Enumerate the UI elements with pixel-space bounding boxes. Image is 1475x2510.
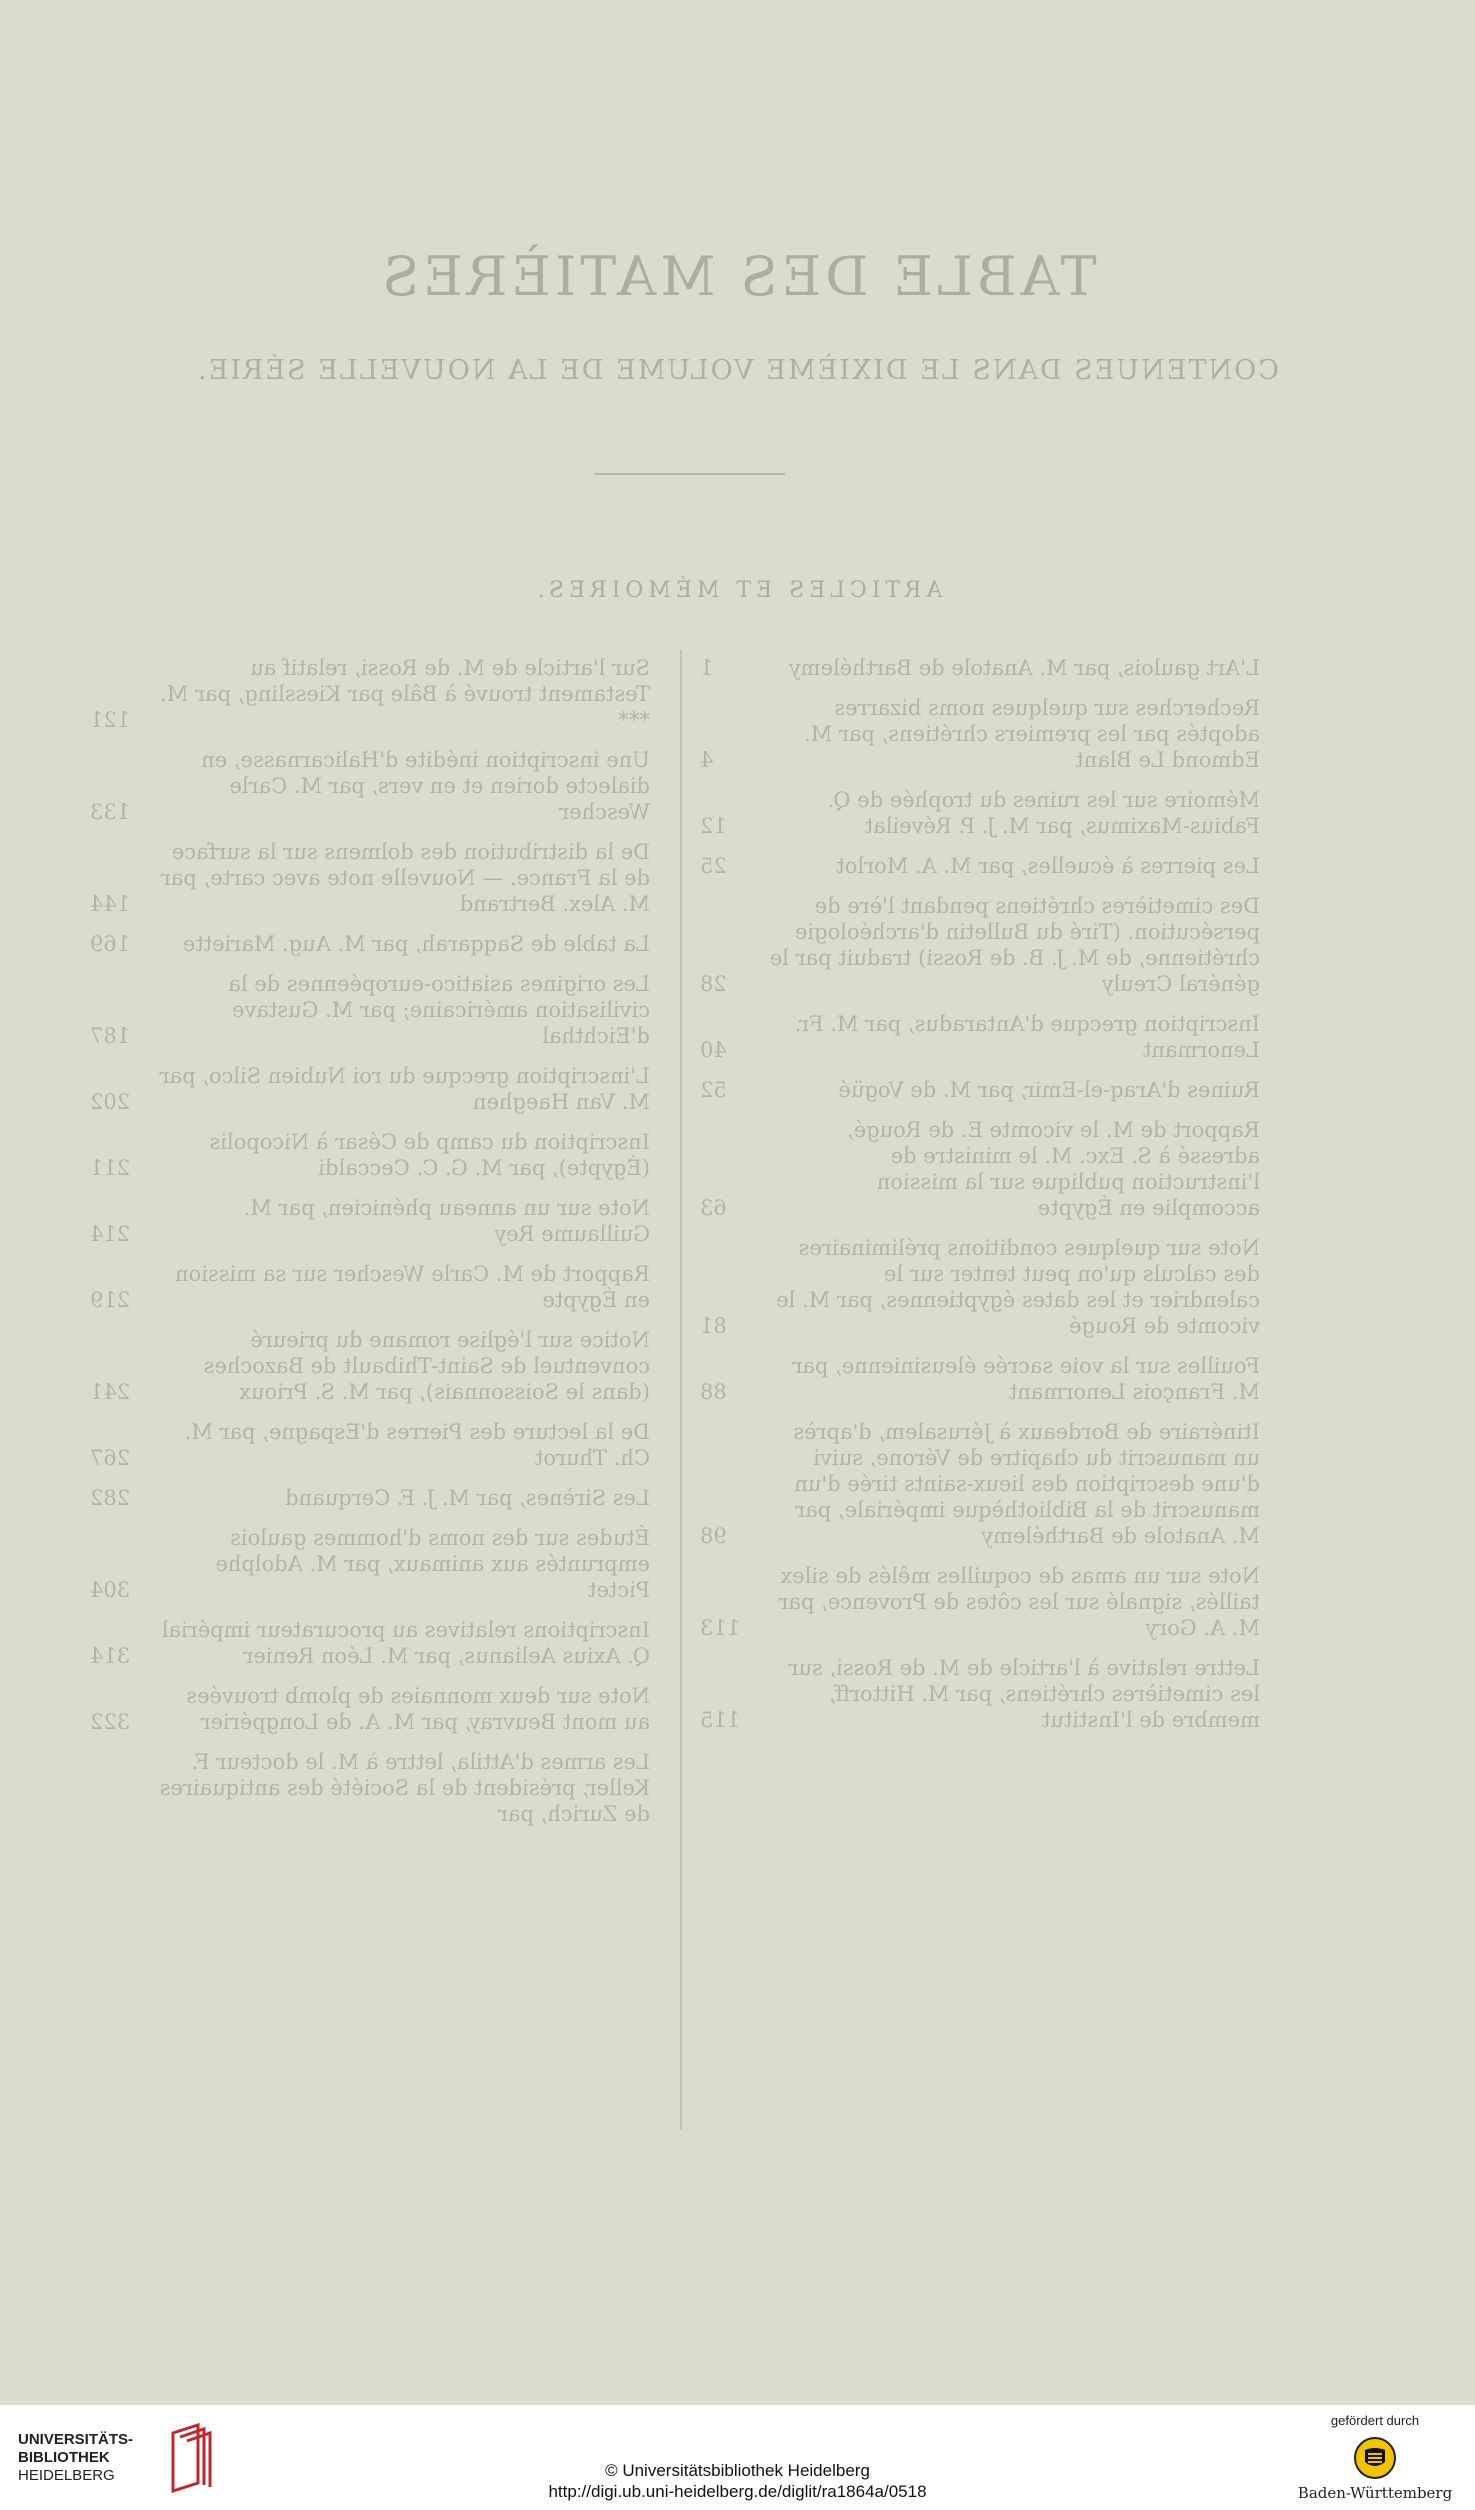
toc-entry bbox=[90, 655, 650, 733]
toc-entry-title: Une inscription inédite d'Halicarnasse, en dialecte dorien et en vers, par M. Carle Wescher bbox=[201, 748, 650, 824]
toc-entry-page: 40 bbox=[700, 1038, 727, 1062]
toc-entry-title: Notice sur l'église romane du prieuré conventuel de Saint-Thibault de Bazoches (dans le Soissonnais), par M. S. Prioux bbox=[203, 1328, 650, 1404]
toc-entry bbox=[700, 893, 1260, 997]
toc-entry-page: 211 bbox=[90, 1156, 131, 1180]
toc-entry-page: 113 bbox=[700, 1616, 741, 1640]
toc-entry bbox=[700, 1655, 1260, 1733]
toc-entry bbox=[700, 1011, 1260, 1063]
logo-line-1: UNIVERSITÄTS- bbox=[18, 2431, 134, 2448]
page-title: TABLE DES MATIÈRES bbox=[378, 245, 1097, 308]
toc-entry-title: Note sur un amas de coquilles mêlés de silex taillés, signalé sur les côtes de Provence, par M. A. Gory bbox=[778, 1564, 1260, 1640]
toc-entry-page: 1 bbox=[700, 656, 714, 680]
toc-entry bbox=[700, 1235, 1260, 1339]
toc-entry-page: 52 bbox=[700, 1078, 727, 1102]
toc-entry bbox=[90, 971, 650, 1049]
toc-right-column bbox=[90, 655, 650, 1841]
toc-entry-title: Études sur des noms d'hommes gaulois empruntés aux animaux, par M. Adolphe Pictet bbox=[215, 1526, 650, 1602]
toc-entry-page: 121 bbox=[90, 708, 131, 732]
toc-entry-page: 219 bbox=[90, 1288, 131, 1312]
toc-entry-title: Fouilles sur la voie sacrée éleusinienne, par M. François Lenormant bbox=[792, 1354, 1260, 1404]
copyright-text: © Universitätsbibliothek Heidelberg bbox=[605, 2461, 870, 2480]
logo-line-2: BIBLIOTHEK bbox=[18, 2449, 110, 2466]
toc-entry bbox=[700, 787, 1260, 839]
toc-entry-page: 115 bbox=[700, 1708, 741, 1732]
toc-entry bbox=[90, 1419, 650, 1471]
toc-entry-title: Lettre relative à l'article de M. de Rossi, sur les cimetières chrétiens, par M. Hittorff, membre de l'Institut bbox=[788, 1656, 1260, 1732]
toc-entry-title: Note sur un anneau phénicien, par M. Guillaume Rey bbox=[243, 1196, 650, 1246]
toc-entry-title: Inscriptions relatives au procurateur impérial Q. Axius Aelianus, par M. Léon Renier bbox=[161, 1618, 650, 1668]
toc-entry bbox=[700, 1353, 1260, 1405]
toc-entry-page: 322 bbox=[90, 1710, 131, 1734]
toc-entry bbox=[90, 1327, 650, 1405]
toc-entry-title: Les pierres à écuelles, par M. A. Morlot bbox=[836, 854, 1260, 878]
toc-entry-page: 25 bbox=[700, 854, 727, 878]
toc-left-column bbox=[700, 655, 1260, 1747]
toc-entry-title: Note sur quelques conditions préliminaires des calculs qu'on peut tenter sur le calendrier et les dates égyptiennes, par M. le vicomte de Rougé bbox=[776, 1236, 1260, 1338]
toc-entry-page: 282 bbox=[90, 1486, 131, 1510]
sponsor-name: Baden-Württemberg bbox=[1297, 2484, 1453, 2502]
toc-entry-page: 4 bbox=[700, 748, 714, 772]
toc-entry-page: 88 bbox=[700, 1380, 727, 1404]
toc-entry-title: De la distribution des dolmens sur la surface de la France. — Nouvelle note avec carte, par M. Alex. Bertrand bbox=[160, 840, 650, 916]
toc-entry-title: La table de Saqqarah, par M. Aug. Mariette bbox=[182, 932, 650, 956]
toc-entry-page: 28 bbox=[700, 972, 727, 996]
toc-entry bbox=[90, 839, 650, 917]
toc-entry-title: Mémoire sur les ruines du trophée de Q. Fabius-Maximus, par M. J. P. Réveilat bbox=[827, 788, 1260, 838]
toc-entry-title: Note sur deux monnaies de plomb trouvées au mont Beuvray, par M. A. de Longpérier bbox=[186, 1684, 650, 1734]
sponsor-label: gefördert durch bbox=[1330, 2413, 1420, 2428]
toc-entry-title: L'inscription grecque du roi Nubien Silco, par M. Van Haeghen bbox=[159, 1064, 650, 1114]
toc-entry bbox=[700, 1419, 1260, 1549]
toc-entry-page: 202 bbox=[90, 1090, 131, 1114]
toc-entry bbox=[90, 1129, 650, 1181]
column-divider bbox=[680, 650, 682, 2130]
page-subtitle: CONTENUES DANS LE DIXIÈME VOLUME DE LA NOUVELLE SÉRIE. bbox=[196, 355, 1279, 386]
state-crest-icon bbox=[1353, 2436, 1397, 2480]
toc-entry bbox=[90, 1749, 650, 1827]
toc-entry bbox=[90, 1195, 650, 1247]
title-rule bbox=[595, 473, 785, 475]
toc-entry-page: 133 bbox=[90, 800, 131, 824]
toc-entry bbox=[700, 1117, 1260, 1221]
toc-entry-page: 241 bbox=[90, 1380, 131, 1404]
toc-entry-title: L'Art gaulois, par M. Anatole de Barthélemy bbox=[788, 656, 1260, 680]
toc-entry bbox=[700, 1563, 1260, 1641]
permalink[interactable]: http://digi.ub.uni-heidelberg.de/diglit/ra1864a/0518 bbox=[548, 2482, 927, 2501]
toc-entry bbox=[90, 1525, 650, 1603]
sponsor-block bbox=[1295, 2413, 1455, 2502]
toc-entry bbox=[700, 695, 1260, 773]
toc-entry bbox=[700, 655, 1260, 681]
toc-entry bbox=[90, 747, 650, 825]
section-heading: ARTICLES ET MÉMOIRES. bbox=[532, 578, 943, 603]
library-footer bbox=[0, 2405, 1475, 2510]
toc-entry bbox=[90, 1261, 650, 1313]
toc-entry-title: Les origines asiatico-européennes de la civilisation américaine; par M. Gustave d'Eichthal bbox=[228, 972, 650, 1048]
credit-block bbox=[0, 2460, 1475, 2502]
toc-entry bbox=[700, 853, 1260, 879]
toc-entry-page: 144 bbox=[90, 892, 131, 916]
toc-entry-title: Inscription grecque d'Antaradus, par M. Fr. Lenormant bbox=[794, 1012, 1260, 1062]
toc-entry-page: 169 bbox=[90, 932, 131, 956]
toc-entry-page: 12 bbox=[700, 814, 727, 838]
toc-entry-page: 98 bbox=[700, 1524, 727, 1548]
toc-entry-page: 304 bbox=[90, 1578, 131, 1602]
toc-entry-title: Rapport de M. Carle Wescher sur sa mission en Égypte bbox=[175, 1262, 650, 1312]
toc-entry-title: De la lecture des Pierres d'Espagne, par M. Ch. Thurot bbox=[184, 1420, 650, 1470]
toc-entry-title: Sur l'article de M. de Rossi, relatif au Testament trouvé à Bâle par Kiessling, par M. *** bbox=[160, 656, 650, 732]
toc-entry-title: Ruines d'Araq-el-Emir, par M. de Vogüé bbox=[838, 1078, 1260, 1102]
toc-entry-page: 63 bbox=[700, 1196, 727, 1220]
toc-entry bbox=[90, 1063, 650, 1115]
toc-entry-title: Rapport de M. le vicomte E. de Rougé, adressé à S. Exc. M. le ministre de l'instruction publique sur la mission accomplie en Égypte bbox=[847, 1118, 1260, 1220]
toc-entry-page: 187 bbox=[90, 1024, 131, 1048]
toc-entry bbox=[90, 931, 650, 957]
toc-entry-page: 314 bbox=[90, 1644, 131, 1668]
toc-entry-title: Inscription du camp de César à Nicopolis (Égypte), par M. G. C. Ceccaldi bbox=[209, 1130, 650, 1180]
toc-entry-title: Itinéraire de Bordeaux à Jérusalem, d'après un manuscrit du chapitre de Vérone, suivi d'une description des lieux-saints tirée d'un manuscrit de la Bibliothèque impériale, par M. Anatole de Barthélemy bbox=[793, 1420, 1260, 1548]
logo-line-3: HEIDELBERG bbox=[18, 2467, 115, 2484]
toc-entry-title: Les Sirènes, par M. J. F. Cerquand bbox=[285, 1486, 650, 1510]
toc-entry bbox=[700, 1077, 1260, 1103]
toc-entry-title: Des cimetières chrétiens pendant l'ère de persécution. (Tiré du Bulletin d'archéologie chrétienne, de M. J. B. de Rossi) traduit par le général Creuly bbox=[769, 894, 1260, 996]
toc-entry-page: 214 bbox=[90, 1222, 131, 1246]
toc-entry-page: 81 bbox=[700, 1314, 727, 1338]
toc-entry bbox=[90, 1485, 650, 1511]
toc-entry bbox=[90, 1617, 650, 1669]
toc-entry-page: 267 bbox=[90, 1446, 131, 1470]
toc-entry-title: Les armes d'Attila, lettre à M. le docteur F. Keller, président de la Société des antiquaires de Zurich, par bbox=[159, 1750, 650, 1826]
toc-entry-title: Recherches sur quelques noms bizarres adoptés par les premiers chrétiens, par M. Edmond Le Blant bbox=[804, 696, 1260, 772]
toc-entry bbox=[90, 1683, 650, 1735]
